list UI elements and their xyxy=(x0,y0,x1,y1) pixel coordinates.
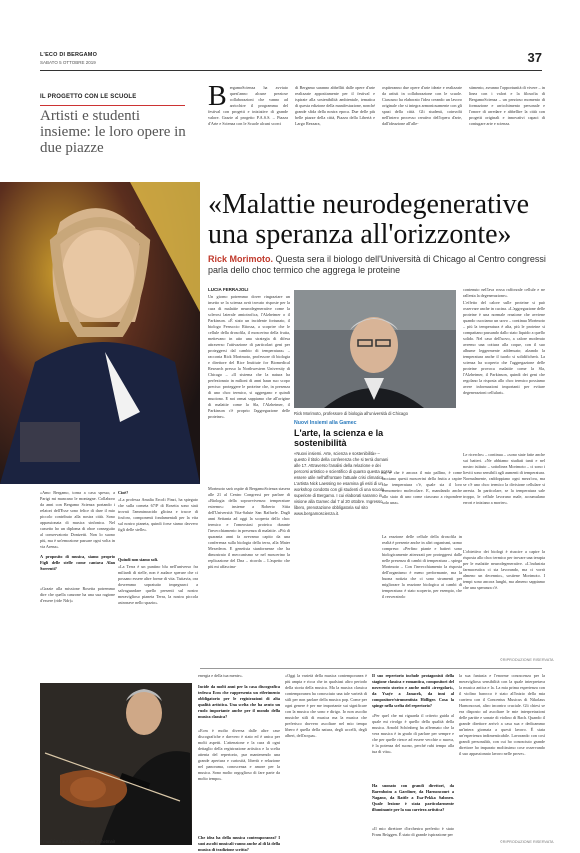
left-qa-q1 xyxy=(40,554,115,584)
music-question-3: Il suo repertorio include protagonisti della stagione classica e romantica, compositori del novecento storico e anche molti «irregolari», da Ysaÿe a Janacek, da inni al compositore/strumentista Hólliger. Cosa la spinge nella scelta del repertorio? xyxy=(372,673,454,708)
drop-cap: B xyxy=(208,81,227,112)
violinist-photo xyxy=(40,683,192,845)
left-qa-a1: «Grazie alla missione Rosetta potremmo dire che quella canzone ha una sua ragione d'essere (ride Ndr)» xyxy=(40,586,115,603)
music-q4 xyxy=(372,783,454,825)
main-col-box-side-2: La reazione delle cellule della drosofila in realtà è presente anche in altri organismi, uomo compreso: «Perfino piante e batteri sono biologicamente attrezzati per proteggersi dalle nelle presenza di cambi di temperatura – spiega Morimoto – Con l'invecchiamento la risposta dell'organismo è meno performante, ma la buona notizia che ci sono strumenti per migliorare la reazione biologica ai cambi di temperatura: è stato scoperto, per esempio, che il resveratrolo xyxy=(382,534,462,599)
music-a1: «Ecm è molto diversa dalle altre case discografiche e davvero è stato ed è unica per molti aspetti. L'attenzione e la cura di ogni dettaglio della registrazione artistica e la scelta attenta del repertorio, pur mantenendo una grande apertura e curiosità, libertà e relazione nel panorama, conoscenza e amore per la musica. Sono molto orgoglioso di fare parte da molto tempo». xyxy=(198,728,280,781)
music-copyright: ©RIPRODUZIONE RISERVATA xyxy=(500,840,554,844)
top-article-col-1 xyxy=(208,81,288,173)
left-qa-a2: «La professa Amalia Ercoli Finzi, ha spiegato che sulla cometa 67/P di Rosetta sono stati trovati l'amminoacido glicina e tracce di fosforo, componenti fondamentali per la vita sul nostro pianeta, quindi forse siamo davvero figli delle stelle». xyxy=(118,497,198,532)
issue-date: SABATO 5 OTTOBRE 2019 xyxy=(40,60,96,65)
music-a4: «Il mio direttore d'orchestra preferito è stato Frans Brüggen. È stato di grande ispirazione per xyxy=(372,826,454,837)
subtitle-text: Questa sera il biologo dell'Università di Chicago al Centro congressi parla dello choc termico che aggrega le proteine xyxy=(208,254,546,275)
sidebar-title: Artisti e studenti insieme: le loro opere in due piazze xyxy=(40,108,186,156)
left-qa-intro: «Amo Bergamo, torna a casa spesso, a Parigi mi mancano le montagne. Collaboro da anni con Bergamo Scienza portando i relatori dell'Esse sono felice di dare il mio piccolo contributo alla nostra città. Sono appassionata di musica sinfonica. Nel cassetto ho un diploma di oboe conseguito al conservatorio Donizetti. Non lo suono più, ma è un'emozione passare ogni volta in via Arena». xyxy=(40,490,115,549)
gamec-box xyxy=(294,420,392,517)
music-end: la sua fantasia e l'enorme conoscenza per la meravigliosa sensibilità con la quale interpretava la musica antica e la. La mia prima esperienza con il violino barocco è stato all'inizio della mia carriera con il Concentus Musicus di Nikolaus Harnoncourt, altro incontro cruciale. Gli chiesi se era disposto ad ascoltare le mie interpretazioni delle partite e sonate di violino di Bach. Quando il grande direttore arrivò a casa sua e dedicammo un'intera giornata a questi lavoro. È stata un'esperienza indimenticabile. Lavorando con così grandi personalità, con cui ho conosciuto grande direttore ho imparato moltissimo cose osservando il suo appassionato lavoro nelle prove». xyxy=(459,673,545,756)
top-article-col-4: stimento, avranno l'opportunità di vivere – in linea con i valori e la filosofia di BergamoScienza – un prezioso momento di formazione e arricchimento personale e l'onore di arredare e abbellire la città con progetti originali e innovativi capaci di coniugare arte e scienza. xyxy=(469,85,545,126)
section-kicker: IL PROGETTO CON LE SCUOLE xyxy=(40,94,137,100)
music-question-1: Incide da molti anni per la casa discografica tedesca Ecm che rappresenta un riferimento obbligatorio per le registrazioni di alta qualità artistica. Una scelta che ha avuto un ruolo importante anche per il mondo della musica classica? xyxy=(198,684,280,719)
woman-portrait-image xyxy=(0,182,200,484)
main-col-a: Un giorno potremmo dover ringraziare un insetto se la scienza avrà trovato risposte per la cura di malattie neurodegenerative come la sclerosi laterale amiotrofica, l'Alzheimer o il Parkinson. «È stato un incidente fortunato, il biologo Ferruccio Ritossa, a scoprire che le cellule della drosofila, il moscerino della frutta, mettevano in atto una strategia di difesa attraverso l'attivazione di particolari geni per proteggersi dal cambio di temperatura» – racconta Rick Morimoto, professore di biologia e direttore del Rice Institute for Biomedical Research presso la Northwestern University di Chicago – «Il sistema che la natura ha perfezionato in milioni di anni haun suo scopo preciso: proteggere le proteine che, in presenza di uno choc termico, si aggregano e quindi muoiono. E noi ormai sappiamo che all'origine di malattie come la Sla, l'Alzheimer, il Parkinson c'è proprio l'aggregazione delle proteine». xyxy=(208,294,290,419)
byline: LUCIA FERRAJOLI xyxy=(208,287,249,292)
music-question-4: Ha suonato con grandi direttori, da Barenboim a Gardiner, da Harnoncourt a Nagano, da Rattle a Esa-Pekka Salonen. Quale lezione è stata particolarmente illuminante per la sua carriera artistica? xyxy=(372,783,454,812)
main-subtitle xyxy=(208,254,553,276)
box-body: «Nuovi insiemi. Arte, scienza e sostenibilità» – questo il titolo della conferenza che si terrà domani alle 17. Attraverso l'analisi della relazione e dei percorsi artistico e scientifico di quanto questa possa essere utile nell'affrontare l'attuale crisi climatica. L'artista Nick Laessing ne esamina gli esiti di un workshop condotto con gli studenti di una scuola superiore di Bergamo. I cui elaborati saranno in visione alla Gamec dal 7 al 20 ottobre. Ingresso libero, prenotazione obbligatoria sul sito www.bergamoscienza.it. xyxy=(294,451,392,516)
header-divider xyxy=(40,70,542,71)
main-col-box-side: va, e che è ancora il mio pallino, è come facciano questi moscerini della frutta a capire che temperatura c'è, quale sia il loro termometro molecolare. E, mandando anche allo stato di uno come ciascuno a rispondere solo una». xyxy=(382,470,462,505)
box-title: L'arte, la scienza e la sostenibilità xyxy=(294,428,384,448)
page-number: 37 xyxy=(527,50,542,65)
main-col-a2: Morimoto sarà ospite di BergamoScienza stasera alle 21 al Centro Congressi per parlare di «Biologia della sopravvivenza: temperature estreme»: insieme a Roberto Sitia dell'Università Vita-Salute San Raffaele. Dagli anni Settanta ad oggi la scoperta dello choc termico e l'omeostasi proteica durante l'invecchiamento in presenza di malattie. «Più di quaranta anni fa avevamo capito da una conferenza sulla biologia della terra, alla Mater Mexedeon. E genetista stanfornense che ha dimostrato il meccanismo se nel moscerino la replicazione del Dna – ricorda – L'aspetto che più mi affascina- xyxy=(208,486,290,569)
section-divider xyxy=(200,668,542,669)
photo2-caption: Rick Morimoto, professore di biologia all'università di Chicago xyxy=(294,411,408,416)
main-col-b4: L'obiettivo dei biologi è riuscire a capire la risposta allo choc termico per trovare una terapia per le malattie neurodegenerative. «L'industria farmaceutica ci sta lavorando, ma ci vorrà almeno un decennio», sostiene Morimoto. I tempi sono ancora lunghi, ma almeno sappiamo che una speranza c'è. xyxy=(463,549,545,590)
main-headline: «Malattie neurodegenerative una speranza all'orizzonte» xyxy=(208,189,530,250)
main-col-b3: Le ricerche» – continua – «sono state fatte anche sui batteri. «Ne abbiamo studiati tanti e nel nostro istituto – sottolinea Morimoto – ci sono i lieviti sono sensibili agli aumenti di temperatura. Normalmente, raddoppiano ogni mezz'ora, ma se c'è uno choc termico la divisione cellulare si arresta. In particolare, se la temperatura sale troppo, le cellule lavorano male, accumulano errori e iniziano a morire». xyxy=(463,452,545,505)
top-article-col-2: di Bergamo saranno abbelliti dalle opere d'arte realizzate appositamente per il festival e ispirate alla sostenibilità ambientale, tematica di questa edizione della manifestazione, nonché grande sfida della nostra epoca. Due delle più belle piazze della città, Piazza della Libertà e Largo Rezzara, xyxy=(295,85,375,126)
left-qa-a3: «La Terra è un puntino blu nell'universo fra miliardi di stelle, non è audace sperare che ci possano essere altre forme di vita. Tuttavia, ora dovremmo sopratutto impegnarci a salvaguardare quello presenti sul nostro meraviglioso pianeta Terra, la nostra piccola astronave nello spazio». xyxy=(118,564,198,605)
man-portrait-image xyxy=(294,290,456,408)
morimoto-photo xyxy=(294,290,456,408)
music-a3: «Per quel che mi riguarda il criterio guida al quale mi rivolgo è quello della qualità della musica. Arnold Schönberg ha affermato che la vera musica è in grado di parlare per sempre e che per quelle riesce ad essere vecchie o nuova, è la potenza del suono, perché rubi tempo alla tua di vita». xyxy=(372,713,454,754)
qa-question-1: A proposito di musica, siamo proprio Figli delle stelle come cantava Alan Sorrenti? xyxy=(40,554,115,571)
music-q1 xyxy=(198,684,280,726)
top-article-col-3: ospiteranno due opere d'arte ideate e realizzate da artisti in collaborazione con le scuole. Ciascuno ha elaborato l'idea creando un lavoro originale che si integra armoniosamente con gli spazi della città. Gli studenti, coinvolti nell'intero processo creativo dell'opera d'arte, dall'ideazione all'alle- xyxy=(382,85,462,126)
main-copyright: ©RIPRODUZIONE RISERVATA xyxy=(500,658,554,662)
top-article-text-1: ergamoScienza ha avviato quest'anno alcune preziose collaborazioni che vanno ad arricchire il programma del festival con progetti e iniziative di grande valore. Grazie al progetto P.A.S.S. – Piazza d'Arte e Scienza con le Scuole alcuni scorci xyxy=(208,85,288,126)
kicker-divider xyxy=(40,105,185,106)
violinist-image xyxy=(40,683,192,845)
music-question-2: Che idea ha della musica contemporanea? I suoi ascolti musicali vanno anche al di là della musica di tradizione scritta? xyxy=(198,835,280,852)
music-a2: «Oggi la varietà della musica contemporanea è più ampia e ricca che in qualsiasi altro periodo della storia della musica. Ma la musica classica contemporanea ha conosciuto una tale varietà di stili per non parlare della musica pop. Come per ogni genere è per me importante sui significare con la musica che sono e dirigo. Io non ascolto musiche stili di musica ma la musica che preferisco davvero ascoltare nel mio tempo libero è quella della natura, degli uccelli, degli alberi, dell'acqua». xyxy=(285,673,367,738)
main-col-b2: L'effetto del calore sulle proteine si può osservare anche in cucina. «L'aggregazione delle proteine è una normale reazione che avviene quando cuociamo un uovo – continua Morimoto – più la temperatura è alta, più le proteine si compattano passando dallo stato liquido a quello solido. Nel caso dell'uovo, a calore moderato avremo una cottura alla coque, con il suo albume leggermente addensato; alzando la temperatura anche il tuorlo si solidificherà. La scienza ha scoperto che l'aggregazione delle proteine provoca malattie come la Sla, l'Alzheimer, il Parkinson, quindi dei geni che regolano la risposta allo choc termico possiamo avere informazioni importanti per evitare degenerazioni cellulari». xyxy=(463,300,545,395)
music-q2 xyxy=(198,835,280,852)
subtitle-name: Rick Morimoto. xyxy=(208,254,274,264)
qa-question-2: Cioè? xyxy=(118,490,129,495)
music-q3 xyxy=(372,673,454,711)
qa-question-3: Quindi non siamo soli. xyxy=(118,557,159,562)
music-intro: energia e della tua mente». xyxy=(198,673,243,678)
newspaper-name: L'ECO DI BERGAMO xyxy=(40,52,98,58)
box-kicker: Nuovi Insiemi alla Gamec xyxy=(294,420,357,426)
main-col-b: contenuto nell'ava rossa rafforzale cellule e ne rallenta la degenerazione». xyxy=(463,287,545,298)
photo3-caption: Il musicista austriaco Thomas Zehetmair xyxy=(40,839,116,844)
portrait-photo xyxy=(0,182,200,484)
